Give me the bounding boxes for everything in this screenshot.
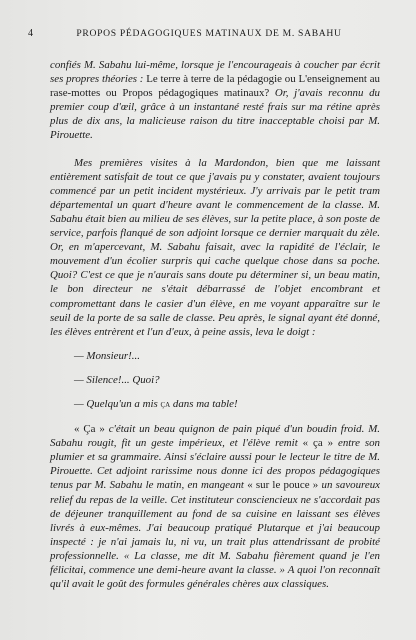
page-number: 4 (28, 28, 34, 39)
quote-ca-2: « ça » (302, 437, 334, 450)
page-body (50, 58, 380, 591)
page-header (28, 28, 390, 42)
dialogue-line-1: — Monsieur!... (74, 349, 140, 362)
p3-text-d: A quoi l'on reconnaît qu'il avait le goût des formules générales chères aux classiques. (50, 564, 380, 591)
dialogue-line-2: — Silence!... Quoi? (74, 373, 160, 386)
dialogue-3-smallcaps: ça (160, 399, 171, 410)
p3-text-a: c'était un beau quignon de pain piqué d'un boudin froid. M. Sabahu rougit, fit un geste impérieux, et l'élève remit (50, 423, 381, 450)
running-title: PROPOS PÉDAGOGIQUES MATINAUX DE M. SABAHU (76, 28, 342, 39)
dialogue-line-3 (50, 397, 380, 412)
dialogue-3-after: dans ma table! (170, 397, 238, 410)
p1-book-titles: Le terre à terre de la pédagogie ou L'enseignement au rase-mottes ou Propos pédagogiques matinaux? (50, 73, 380, 100)
p1-text-c: Or, j'avais reconnu du premier coup d'œil, grâce à un instantané resté frais sur ma rétine après plus de dix ans, la malicieuse raison du titre inacceptable choisi par M. Pirouette. (50, 87, 381, 142)
p3-text-c: un savoureux relief du repas de la veille. Cet instituteur consciencieux ne s'accordait pas de déjeuner tranquillement au fond de sa cuisine en laissant ses élèves livrés à eux-mêmes. J'ai beaucoup pratiqué Plutarque et j'ai beaucoup inspecté : je n'ai jamais lu, ni vu, un trait plus attendrissant de probité professionnelle. (50, 479, 380, 562)
paragraph-visits: Mes premières visites à la Mardondon, bien que me laissant entièrement satisfait de tout ce que j'avais pu y constater, avaient toujours commencé par un petit incident mystérieux. J'y arrivais par le petit tram départemental un quart d'heure avant le commencement de la classe. M. Sabahu était bien au milieu de ses élèves, sur la petite place, à son poste de service, parfois flanqué de son adjoint lorsque ce dernier marquait du zèle. Or, en m'apercevant, M. Sabahu faisait, avec la rapidité de l'éclair, le mouvement d'un écolier surpris qui cache quelque chose dans sa poche. Quoi? C'est ce que je n'aurais sans doute pu déterminer si, un beau matin, le bon directeur ne s'était débarrassé de l'objet encombrant et compromettant dans le casier d'un élève, en me voyant apparaître sur le seuil de la porte de sa salle de classe. Peu après, le signal ayant été donné, les élèves entrèrent et l'un d'eux, à peine assis, leva le doigt : (50, 156, 380, 338)
paragraph-ca (50, 422, 380, 591)
quote-la-classe: « La classe, me dit M. Sabahu fièrement quand je l'en félicitai, commence une demi-heure avant la classe. » (50, 549, 380, 576)
paragraph-continuation (50, 58, 380, 143)
quote-ca-1: « Ça » (74, 423, 105, 436)
quote-sur-le-pouce: « sur le pouce » (247, 479, 319, 492)
dialogue-3-before: — Quelqu'un a mis (74, 397, 161, 410)
p3-text-b: entre son plumier et sa grammaire. Ainsi s'éclaire aussi pour le lecteur le titre de M. Pirouette. Cet adjoint rarissime nous donne ici des propos pédagogiques tenus par M. Sabahu le matin, en mangeant (50, 437, 380, 492)
p1-text-a: confiés M. Sabahu lui-même, lorsque je l'encourageais à coucher par écrit ses propres théories : (50, 59, 380, 86)
